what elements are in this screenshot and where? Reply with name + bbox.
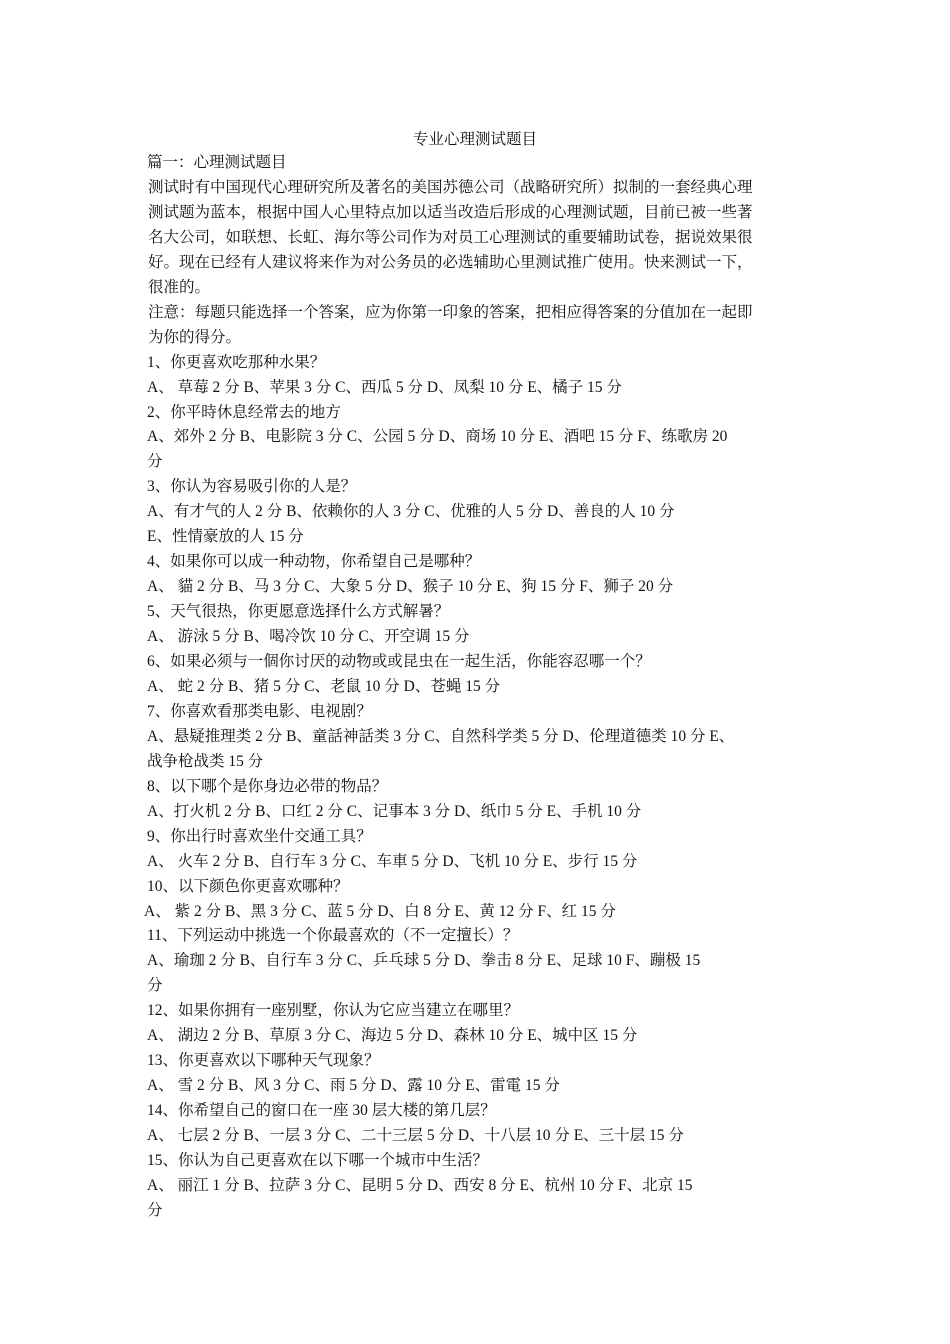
text-line: A、打火机 2 分 B、口红 2 分 C、记事本 3 分 D、纸巾 5 分 E、手机 10 分 bbox=[147, 802, 642, 820]
text-line: A、 雪 2 分 B、风 3 分 C、雨 5 分 D、露 10 分 E、雷電 15 分 bbox=[147, 1077, 560, 1095]
text-line: A、 湖边 2 分 B、草原 3 分 C、海边 5 分 D、森林 10 分 E、城中区 15 分 bbox=[147, 1027, 638, 1045]
text-line: 名大公司，如联想、长虹、海尔等公司作为对员工心理测试的重要辅助试卷，据说效果很 bbox=[148, 228, 753, 246]
text-line: 篇一：心理测试题目 bbox=[147, 154, 287, 171]
text-line: 分 bbox=[147, 1201, 163, 1219]
text-line: 7、你喜欢看那类电影、电视剧？ bbox=[147, 702, 372, 720]
text-line: 3、你认为容易吸引你的人是？ bbox=[147, 478, 357, 496]
text-line: 为你的得分。 bbox=[148, 328, 242, 346]
text-line: A、 七层 2 分 B、一层 3 分 C、二十三层 5 分 D、十八层 10 分 E、三十层 15 分 bbox=[147, 1127, 684, 1145]
text-line: E、性情豪放的人 15 分 bbox=[147, 528, 304, 546]
text-line: 10、以下颜色你更喜欢哪种？ bbox=[147, 877, 349, 895]
text-line: 1、你更喜欢吃那种水果？ bbox=[147, 353, 326, 371]
text-line: A、瑜珈 2 分 B、自行车 3 分 C、乒乓球 5 分 D、拳击 8 分 E、足球 10 F、蹦极 15 bbox=[147, 952, 701, 970]
text-line: 分 bbox=[147, 453, 163, 471]
text-line: 14、你希望自己的窗口在一座 30 层大楼的第几层？ bbox=[147, 1102, 496, 1120]
text-line: 11、下列运动中挑选一个你最喜欢的（不一定擅长）？ bbox=[147, 927, 519, 945]
text-line: 9、你出行时喜欢坐什交通工具？ bbox=[147, 827, 372, 845]
text-line: 分 bbox=[147, 977, 163, 995]
text-line: 好。现在已经有人建议将来作为对公务员的必选辅助心里测试推广使用。快来测试一下， bbox=[148, 253, 753, 271]
text-line: 2、你平時休息经常去的地方 bbox=[147, 403, 341, 421]
text-line: 测试时有中国现代心理研究所及著名的美国苏德公司（战略研究所）拟制的一套经典心理 bbox=[148, 178, 753, 196]
text-line: 12、如果你拥有一座别墅，你认为它应当建立在哪里？ bbox=[147, 1002, 520, 1020]
text-line: 5、天气很热，你更愿意选择什么方式解暑？ bbox=[147, 603, 450, 621]
text-line: 8、以下哪个是你身边必带的物品？ bbox=[147, 777, 388, 795]
text-line: 6、如果必须与一個你讨厌的动物或或昆虫在一起生活，你能容忍哪一个？ bbox=[147, 653, 651, 670]
text-line: 15、你认为自己更喜欢在以下哪一个城市中生活？ bbox=[147, 1152, 489, 1169]
text-line: A、有才气的人 2 分 B、依赖你的人 3 分 C、优雅的人 5 分 D、善良的人 10 分 bbox=[147, 503, 675, 521]
page-title: 专业心理测试题目 bbox=[412, 131, 537, 148]
text-line: 测试题为蓝本，根据中国人心里特点加以适当改造后形成的心理测试题，目前已被一些著 bbox=[148, 203, 753, 221]
text-line: 战争枪战类 15 分 bbox=[147, 752, 264, 770]
text-line: A、 火车 2 分 B、自行车 3 分 C、车車 5 分 D、飞机 10 分 E、步行 15 分 bbox=[147, 852, 638, 870]
text-line: A、 蛇 2 分 B、猪 5 分 C、老鼠 10 分 D、苍蝇 15 分 bbox=[147, 677, 501, 695]
text-line: A、郊外 2 分 B、电影院 3 分 C、公园 5 分 D、商场 10 分 E、酒吧 15 分 F、练歌房 20 bbox=[147, 428, 728, 446]
text-line: A、 貓 2 分 B、马 3 分 C、大象 5 分 D、猴子 10 分 E、狗 15 分 F、狮子 20 分 bbox=[147, 578, 674, 596]
text-line: 13、你更喜欢以下哪种天气现象？ bbox=[147, 1052, 380, 1070]
text-line: A、 丽江 1 分 B、拉萨 3 分 C、昆明 5 分 D、西安 8 分 E、杭州 10 分 F、北京 15 bbox=[147, 1176, 693, 1194]
text-line: A、 游泳 5 分 B、喝冷饮 10 分 C、开空调 15 分 bbox=[147, 628, 470, 646]
text-line: 4、如果你可以成一种动物，你希望自己是哪种？ bbox=[147, 553, 481, 571]
text-line: 很准的。 bbox=[148, 278, 211, 296]
text-line: A、 草莓 2 分 B、苹果 3 分 C、西瓜 5 分 D、凤梨 10 分 E、橘子 15 分 bbox=[147, 378, 622, 396]
text-line: 注意：每题只能选择一个答案，应为你第一印象的答案，把相应得答案的分值加在一起即 bbox=[148, 303, 753, 321]
text-line: A、 紫 2 分 B、黑 3 分 C、蓝 5 分 D、白 8 分 E、黄 12 分 F、红 15 分 bbox=[144, 902, 616, 920]
text-line: A、悬疑推理类 2 分 B、童話神話类 3 分 C、自然科学类 5 分 D、伦理道德类 10 分 E、 bbox=[147, 727, 735, 745]
